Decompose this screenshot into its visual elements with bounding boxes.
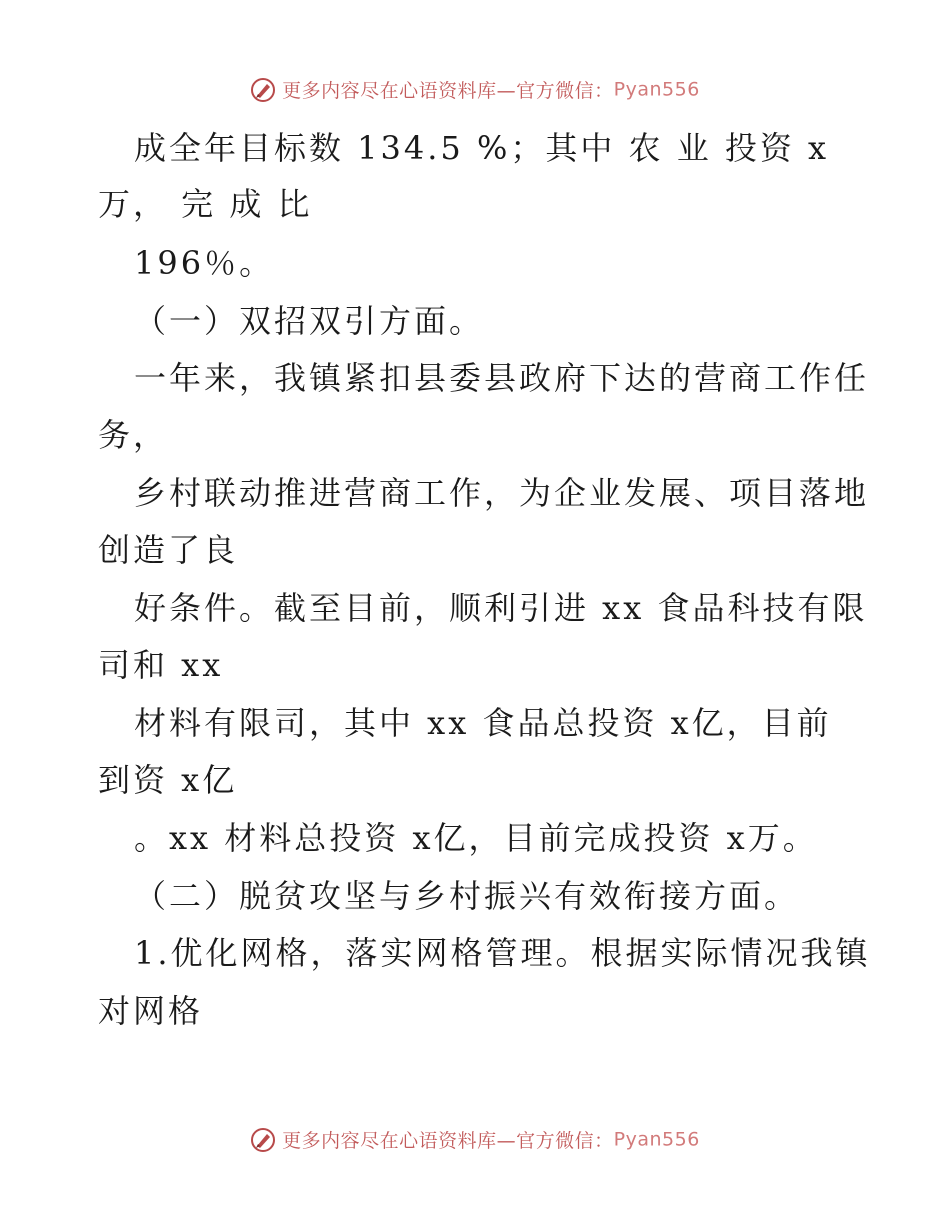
- body-line: 司和 xx: [98, 646, 224, 684]
- body-line: 196％。: [134, 244, 275, 282]
- section-heading: （一）双招双引方面。: [134, 302, 485, 340]
- section-heading: （二）脱贫攻坚与乡村振兴有效衔接方面。: [134, 877, 800, 915]
- body-line: 务，: [98, 416, 169, 454]
- body-line: 万， 完 成 比: [98, 185, 313, 223]
- body-line: 一年来，我镇紧扣县委县政府下达的营商工作任: [134, 359, 870, 397]
- watermark-handle: Pyan556: [613, 1128, 700, 1151]
- watermark-text: 更多内容尽在心语资料库—官方微信：: [282, 80, 614, 102]
- watermark-footer: [0, 1126, 950, 1153]
- body-line: 。xx 材料总投资 x亿，目前完成投资 x万。: [134, 819, 818, 857]
- watermark-header: [0, 76, 950, 103]
- body-line: 创造了良: [98, 531, 239, 569]
- pen-logo-icon: [250, 1127, 276, 1153]
- body-line: 成全年目标数 134.5 %；其中 农 业 投资 x: [134, 129, 830, 167]
- watermark-handle: Pyan556: [613, 78, 700, 101]
- body-line: 好条件。截至目前，顺利引进 xx 食品科技有限: [134, 589, 868, 627]
- pen-logo-icon: [250, 77, 276, 103]
- body-line: 乡村联动推进营商工作，为企业发展、项目落地: [134, 474, 870, 512]
- watermark-text: 更多内容尽在心语资料库—官方微信：: [282, 1130, 614, 1152]
- body-line: 材料有限司，其中 xx 食品总投资 x亿，目前: [134, 704, 832, 742]
- body-line: 对网格: [98, 992, 204, 1030]
- body-line: 到资 x亿: [98, 761, 238, 799]
- body-line: 1.优化网格，落实网格管理。根据实际情况我镇: [134, 934, 871, 972]
